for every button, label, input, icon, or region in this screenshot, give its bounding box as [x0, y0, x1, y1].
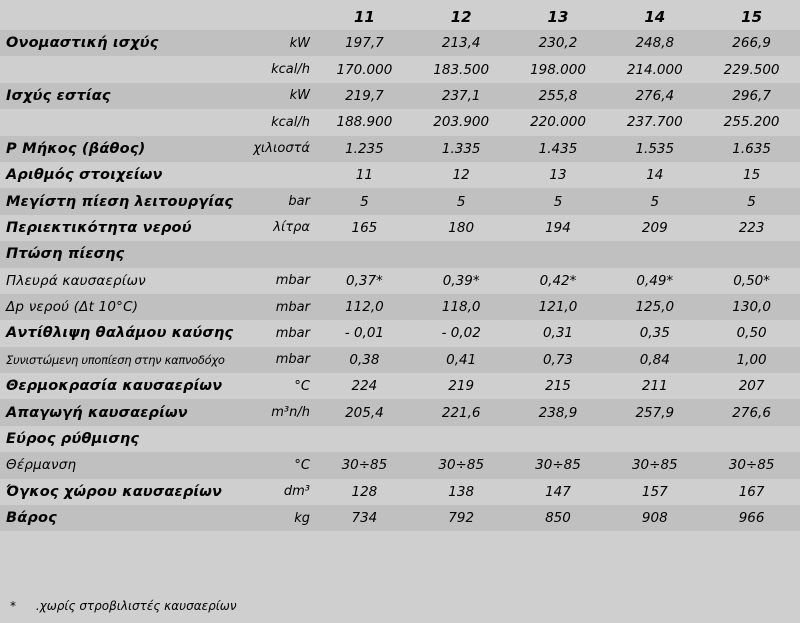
value-cell: 0,49*	[606, 268, 703, 294]
column-header: 11	[353, 7, 375, 26]
value-cell: 276,6	[703, 399, 800, 425]
row-unit: λίτρα	[252, 215, 316, 241]
value-cell: 908	[606, 505, 703, 531]
header-unit-cell	[252, 3, 316, 30]
value-cell: 30÷85	[606, 452, 703, 478]
value-cell	[413, 426, 510, 452]
value-cell: 230,2	[510, 30, 607, 56]
row-label: Απαγωγή καυσαερίων	[0, 399, 252, 425]
value-cell: 30÷85	[316, 452, 413, 478]
value-cell: 0,84	[606, 347, 703, 373]
row-label: Θερμοκρασία καυσαερίων	[0, 373, 252, 399]
table-row	[0, 83, 800, 109]
row-label: Αντίθλιψη θαλάμου καύσης	[0, 320, 252, 346]
table-row	[0, 162, 800, 188]
value-cell	[606, 426, 703, 452]
value-cell: - 0,01	[316, 320, 413, 346]
row-label	[0, 109, 252, 135]
value-cell: 12	[413, 162, 510, 188]
value-cell: 5	[510, 188, 607, 214]
value-cell	[606, 241, 703, 267]
value-cell: 0,50	[703, 320, 800, 346]
value-cell: 130,0	[703, 294, 800, 320]
value-cell: 214.000	[606, 56, 703, 82]
value-cell: 0,41	[413, 347, 510, 373]
value-cell: 194	[510, 215, 607, 241]
value-cell: 205,4	[316, 399, 413, 425]
row-label: P Μήκος (βάθος)	[0, 136, 252, 162]
table-row	[0, 426, 800, 452]
value-cell: 248,8	[606, 30, 703, 56]
value-cell	[510, 241, 607, 267]
table-row	[0, 241, 800, 267]
column-header: 15	[741, 7, 763, 26]
table-row	[0, 109, 800, 135]
value-cell: 734	[316, 505, 413, 531]
table-row	[0, 452, 800, 478]
value-cell: 5	[413, 188, 510, 214]
value-cell: 15	[703, 162, 800, 188]
value-cell: 125,0	[606, 294, 703, 320]
value-cell: 850	[510, 505, 607, 531]
row-label: Πτώση πίεσης	[0, 241, 252, 267]
row-unit: bar	[252, 188, 316, 214]
table-row	[0, 505, 800, 531]
row-unit: °C	[252, 452, 316, 478]
row-label: Συνιστώμενη υποπίεση στην καπνοδόχο	[0, 347, 252, 373]
row-unit: dm³	[252, 479, 316, 505]
table-row	[0, 268, 800, 294]
column-header: 14	[644, 7, 666, 26]
value-cell: 0,35	[606, 320, 703, 346]
value-cell: 255.200	[703, 109, 800, 135]
value-cell	[703, 241, 800, 267]
value-cell: 219,7	[316, 83, 413, 109]
value-cell: 255,8	[510, 83, 607, 109]
value-cell: 112,0	[316, 294, 413, 320]
row-unit: kg	[252, 505, 316, 531]
value-cell: 170.000	[316, 56, 413, 82]
row-label: Θέρμανση	[0, 452, 252, 478]
value-cell: 5	[703, 188, 800, 214]
footnote-text: .χωρίς στροβιλιστές καυσαερίων	[35, 599, 237, 613]
value-cell: 1.235	[316, 136, 413, 162]
value-cell: 5	[606, 188, 703, 214]
row-unit	[252, 162, 316, 188]
value-cell	[316, 426, 413, 452]
value-cell: 296,7	[703, 83, 800, 109]
value-cell: 0,50*	[703, 268, 800, 294]
row-unit: kW	[252, 83, 316, 109]
row-unit: °C	[252, 373, 316, 399]
value-cell: 180	[413, 215, 510, 241]
value-cell: 238,9	[510, 399, 607, 425]
value-cell: 0,73	[510, 347, 607, 373]
row-unit: m³n/h	[252, 399, 316, 425]
value-cell: 276,4	[606, 83, 703, 109]
row-unit: mbar	[252, 268, 316, 294]
value-cell: 5	[316, 188, 413, 214]
value-cell: 221,6	[413, 399, 510, 425]
value-cell: 257,9	[606, 399, 703, 425]
value-cell: 207	[703, 373, 800, 399]
value-cell: 0,39*	[413, 268, 510, 294]
value-cell: 198.000	[510, 56, 607, 82]
value-cell: 0,42*	[510, 268, 607, 294]
row-unit	[252, 426, 316, 452]
value-cell: 1.635	[703, 136, 800, 162]
row-label: Όγκος χώρου καυσαερίων	[0, 479, 252, 505]
value-cell: 203.900	[413, 109, 510, 135]
table-row	[0, 56, 800, 82]
value-cell: 0,31	[510, 320, 607, 346]
table-row	[0, 479, 800, 505]
value-cell: 211	[606, 373, 703, 399]
value-cell	[413, 241, 510, 267]
value-cell: 223	[703, 215, 800, 241]
row-unit	[252, 241, 316, 267]
table-row	[0, 373, 800, 399]
value-cell: 1.535	[606, 136, 703, 162]
value-cell: 792	[413, 505, 510, 531]
value-cell: 1.435	[510, 136, 607, 162]
footnote-mark: *	[10, 599, 16, 613]
value-cell: 11	[316, 162, 413, 188]
header-row	[0, 3, 800, 30]
value-cell: 0,37*	[316, 268, 413, 294]
value-cell: 147	[510, 479, 607, 505]
row-unit: kW	[252, 30, 316, 56]
value-cell: 30÷85	[413, 452, 510, 478]
value-cell: 167	[703, 479, 800, 505]
specifications-table	[0, 3, 800, 531]
value-cell: 183.500	[413, 56, 510, 82]
value-cell: 224	[316, 373, 413, 399]
value-cell: 157	[606, 479, 703, 505]
value-cell	[316, 241, 413, 267]
table-row	[0, 136, 800, 162]
table-row	[0, 294, 800, 320]
column-header: 12	[450, 7, 472, 26]
value-cell: 165	[316, 215, 413, 241]
header-label-cell	[0, 3, 252, 30]
table-row	[0, 399, 800, 425]
row-label: Πλευρά καυσαερίων	[0, 268, 252, 294]
value-cell: 237,1	[413, 83, 510, 109]
value-cell: 1,00	[703, 347, 800, 373]
value-cell: 138	[413, 479, 510, 505]
footnote	[10, 599, 237, 613]
value-cell: 128	[316, 479, 413, 505]
row-unit: χιλιοστά	[252, 136, 316, 162]
value-cell: 215	[510, 373, 607, 399]
row-label: Ονομαστική ισχύς	[0, 30, 252, 56]
value-cell: 229.500	[703, 56, 800, 82]
value-cell: 220.000	[510, 109, 607, 135]
row-label: Αριθμός στοιχείων	[0, 162, 252, 188]
value-cell: 266,9	[703, 30, 800, 56]
table-row	[0, 30, 800, 56]
value-cell: 30÷85	[703, 452, 800, 478]
row-label: Δp νερού (Δt 10°C)	[0, 294, 252, 320]
row-label	[0, 56, 252, 82]
value-cell: 1.335	[413, 136, 510, 162]
value-cell	[510, 426, 607, 452]
row-unit: kcal/h	[252, 56, 316, 82]
table-row	[0, 347, 800, 373]
value-cell: 188.900	[316, 109, 413, 135]
value-cell	[703, 426, 800, 452]
column-header: 13	[547, 7, 569, 26]
value-cell: 14	[606, 162, 703, 188]
value-cell: 30÷85	[510, 452, 607, 478]
value-cell: - 0,02	[413, 320, 510, 346]
row-label: Ισχύς εστίας	[0, 83, 252, 109]
row-label: Εύρος ρύθμισης	[0, 426, 252, 452]
value-cell: 209	[606, 215, 703, 241]
value-cell: 213,4	[413, 30, 510, 56]
row-unit: mbar	[252, 347, 316, 373]
value-cell: 237.700	[606, 109, 703, 135]
row-unit: mbar	[252, 320, 316, 346]
value-cell: 197,7	[316, 30, 413, 56]
table-row	[0, 215, 800, 241]
value-cell: 118,0	[413, 294, 510, 320]
row-label: Βάρος	[0, 505, 252, 531]
table-row	[0, 188, 800, 214]
row-label: Περιεκτικότητα νερού	[0, 215, 252, 241]
value-cell: 13	[510, 162, 607, 188]
row-label: Μεγίστη πίεση λειτουργίας	[0, 188, 252, 214]
value-cell: 966	[703, 505, 800, 531]
table-row	[0, 320, 800, 346]
value-cell: 0,38	[316, 347, 413, 373]
value-cell: 219	[413, 373, 510, 399]
value-cell: 121,0	[510, 294, 607, 320]
row-unit: mbar	[252, 294, 316, 320]
row-unit: kcal/h	[252, 109, 316, 135]
